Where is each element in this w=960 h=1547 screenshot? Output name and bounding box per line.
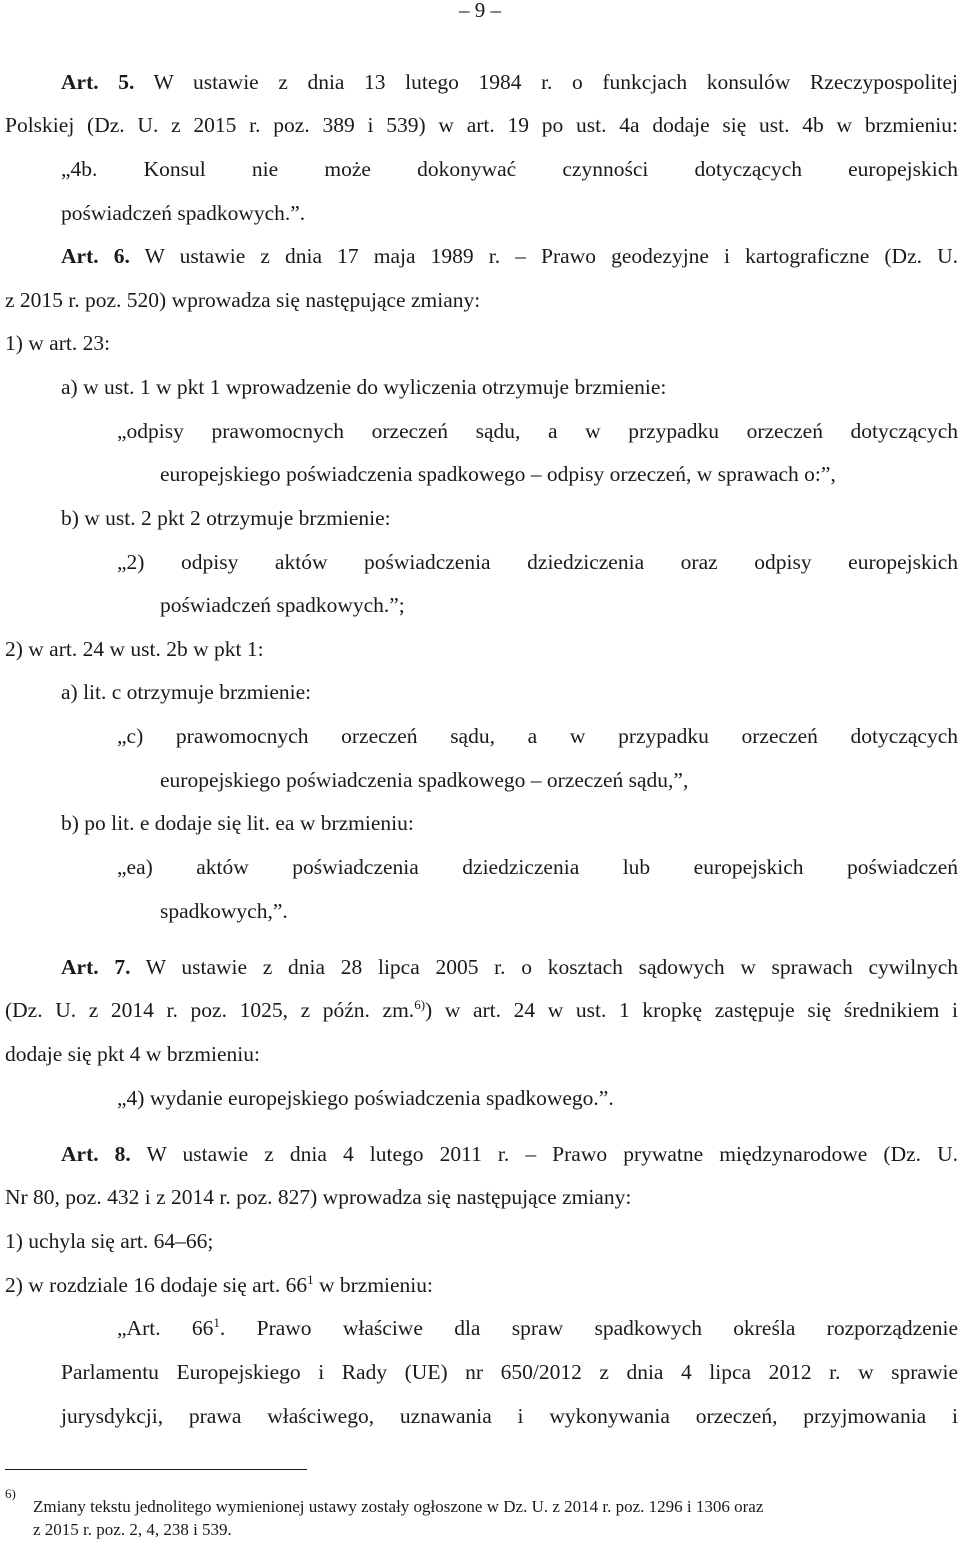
art6-line-16: spadkowych,”. xyxy=(160,899,288,923)
art6-line-5: „odpisy prawomocnych orzeczeń sądu, a w przypadku orzeczeń dotyczących xyxy=(117,419,958,443)
art5-line-1: Art. 5. W ustawie z dnia 13 lutego 1984 r. o funkcjach konsulów Rzeczypospolitej xyxy=(61,70,958,94)
art6-line-15: „ea) aktów poświadczenia dziedziczenia lub europejskich poświadczeń xyxy=(117,855,958,879)
art6-line-3: 1) w art. 23: xyxy=(5,331,111,355)
art7-heading: Art. 7. xyxy=(61,955,131,979)
art5-line-3: „4b. Konsul nie może dokonywać czynności dotyczących europejskich xyxy=(61,157,958,181)
art8-line-5: „Art. $66^1$. Prawo właściwe dla spraw spadkowych określa rozporządzenie xyxy=(117,1314,958,1340)
art8-heading: Art. 8. xyxy=(61,1142,131,1166)
art6-line-1: Art. 6. W ustawie z dnia 17 maja 1989 r. – Prawo geodezyjne i kartograficzne (Dz. U. xyxy=(61,244,958,268)
art5-heading: Art. 5. xyxy=(61,70,135,94)
art6-line-12: „c) prawomocnych orzeczeń sądu, a w przypadku orzeczeń dotyczących xyxy=(117,724,958,748)
art8-line-3: 1) uchyla się art. 64–66; xyxy=(5,1229,214,1253)
art5-line-4: poświadczeń spadkowych.”. xyxy=(61,201,306,225)
art6-line-10: 2) w art. 24 w ust. 2b w pkt 1: xyxy=(5,637,264,661)
art6-line-13: europejskiego poświadczenia spadkowego – orzeczeń sądu,”, xyxy=(160,768,689,792)
art7-line-2: (Dz. U. z 2014 r. poz. 1025, z późn. zm.$^{6)}$) w art. 24 w ust. 1 kropkę zastępuje się średnikiem i xyxy=(5,996,958,1022)
art6-line-6: europejskiego poświadczenia spadkowego – odpisy orzeczeń, w sprawach o:”, xyxy=(160,462,836,486)
art6-line-9: poświadczeń spadkowych.”; xyxy=(160,593,405,617)
art6-line-7: b) w ust. 2 pkt 2 otrzymuje brzmienie: xyxy=(61,506,391,530)
page-number: – 9 – xyxy=(459,0,501,22)
art6-line-2: z 2015 r. poz. 520) wprowadza się następujące zmiany: xyxy=(5,288,481,312)
art6-heading: Art. 6. xyxy=(61,244,130,268)
footnote-ref-6[interactable]: 6) xyxy=(414,996,426,1012)
art6-line-11: a) lit. c otrzymuje brzmienie: xyxy=(61,680,312,704)
footnote-line-1: Zmiany tekstu jednolitego wymienionej ustawy zostały ogłoszone w Dz. U. z 2014 r. poz. 1296 i 1306 oraz xyxy=(33,1497,764,1516)
art8-line-7: jurysdykcji, prawa właściwego, uznawania i wykonywania orzeczeń, przyjmowania i xyxy=(61,1404,958,1428)
art7-line-3: dodaje się pkt 4 w brzmieniu: xyxy=(5,1042,260,1066)
footnote-separator xyxy=(5,1469,307,1470)
footnote-line-2: z 2015 r. poz. 2, 4, 238 i 539. xyxy=(33,1520,232,1539)
art6-line-14: b) po lit. e dodaje się lit. ea w brzmieniu: xyxy=(61,811,414,835)
art8-line-2: Nr 80, poz. 432 i z 2014 r. poz. 827) wprowadza się następujące zmiany: xyxy=(5,1185,632,1209)
art8-line-1: Art. 8. W ustawie z dnia 4 lutego 2011 r. – Prawo prywatne międzynarodowe (Dz. U. xyxy=(61,1142,958,1166)
art8-line-6: Parlamentu Europejskiego i Rady (UE) nr 650/2012 z dnia 4 lipca 2012 r. w sprawie xyxy=(61,1360,958,1384)
art7-line-1: Art. 7. W ustawie z dnia 28 lipca 2005 r. o kosztach sądowych w sprawach cywilnych xyxy=(61,955,959,979)
art8-line-4: 2) w rozdziale 16 dodaje się art. $66^1$ w brzmieniu: xyxy=(5,1271,434,1297)
art6-line-4: a) w ust. 1 w pkt 1 wprowadzenie do wyliczenia otrzymuje brzmienie: xyxy=(61,375,667,399)
art5-line-2: Polskiej (Dz. U. z 2015 r. poz. 389 i 539) w art. 19 po ust. 4a dodaje się ust. 4b w brzmieniu: xyxy=(5,113,958,137)
footnote-mark: 6) xyxy=(5,1486,16,1501)
art7-line-4: „4) wydanie europejskiego poświadczenia spadkowego.”. xyxy=(117,1086,614,1110)
art6-line-8: „2) odpisy aktów poświadczenia dziedziczenia oraz odpisy europejskich xyxy=(117,550,958,574)
